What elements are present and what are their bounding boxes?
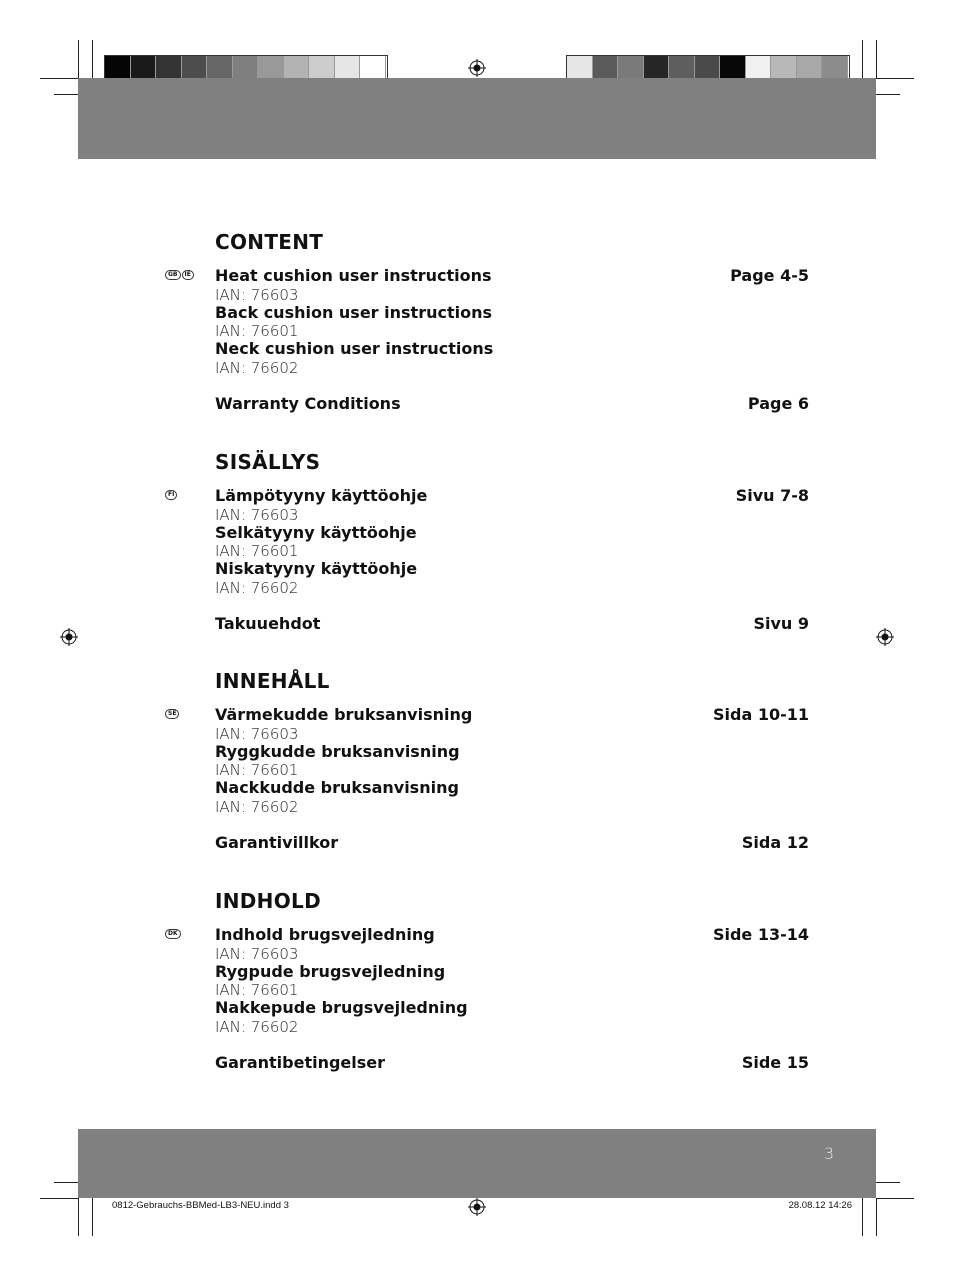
warranty-entry[interactable] — [215, 395, 809, 414]
footer-band — [78, 1129, 876, 1198]
crop-mark — [54, 1182, 78, 1183]
page-number: 3 — [823, 1144, 834, 1163]
entry-title: Niskatyyny käyttöohje — [215, 559, 418, 578]
entry-title: Heat cushion user instructions — [215, 266, 492, 285]
entry-page: Page 4-5 — [730, 266, 809, 285]
country-code-badge — [165, 709, 179, 719]
color-swatch — [309, 56, 335, 80]
section-heading: CONTENT — [215, 230, 324, 254]
crop-mark — [40, 1198, 78, 1199]
entry-ian: IAN: 76601 — [215, 322, 299, 340]
crop-mark — [78, 40, 79, 78]
crop-mark — [40, 78, 78, 79]
color-swatch — [360, 56, 386, 80]
crop-mark — [876, 1182, 900, 1183]
registration-mark-icon — [468, 1198, 486, 1216]
color-swatch — [156, 56, 182, 80]
country-code-badge — [165, 490, 177, 500]
color-swatch — [822, 56, 848, 80]
warranty-page: Page 6 — [747, 393, 809, 413]
entry-title: Ryggkudde bruksanvisning — [215, 741, 460, 761]
crop-mark — [876, 94, 900, 95]
color-swatch — [567, 56, 593, 80]
color-swatch — [746, 56, 772, 80]
color-swatch — [284, 56, 310, 80]
toc-entries — [168, 925, 809, 1072]
color-swatch — [258, 56, 284, 80]
entry-ian: IAN: 76601 — [215, 761, 299, 779]
warranty-entry[interactable] — [215, 615, 809, 634]
color-swatch — [695, 56, 721, 80]
color-swatch — [182, 56, 208, 80]
country-code: DK — [165, 929, 181, 939]
entry-ian: IAN: 76602 — [215, 578, 299, 597]
crop-mark — [92, 1198, 93, 1236]
color-swatch — [207, 56, 233, 80]
country-code: FI — [165, 490, 177, 500]
entry-ian: IAN: 76603 — [215, 285, 299, 304]
color-swatch — [644, 56, 670, 80]
warranty-page: Sivu 9 — [753, 613, 809, 633]
crop-mark — [876, 40, 877, 78]
toc-section — [168, 230, 809, 413]
toc-entry[interactable] — [215, 304, 809, 323]
entry-title: Nackkudde bruksanvisning — [215, 778, 459, 797]
warranty-page: Sida 12 — [741, 832, 809, 852]
crop-mark — [78, 1198, 79, 1236]
color-swatch — [233, 56, 259, 80]
toc-section — [168, 450, 809, 633]
crop-mark — [876, 1198, 877, 1236]
warranty-title: Garantibetingelser — [215, 1052, 386, 1072]
entry-ian: IAN: 76603 — [215, 944, 299, 963]
crop-mark — [876, 78, 914, 79]
color-swatch — [797, 56, 823, 80]
toc-section — [168, 889, 809, 1072]
section-heading: SISÄLLYS — [215, 450, 321, 474]
toc-entry[interactable] — [215, 706, 809, 725]
toc-entry[interactable] — [215, 963, 809, 982]
entry-page: Sivu 7-8 — [735, 486, 809, 505]
entry-ian: IAN: 76601 — [215, 542, 299, 560]
entry-ian: IAN: 76602 — [215, 358, 299, 377]
toc-entry[interactable] — [215, 926, 809, 945]
color-swatch — [669, 56, 695, 80]
color-swatch — [593, 56, 619, 80]
toc-entries — [168, 705, 809, 852]
warranty-entry[interactable] — [215, 1054, 809, 1073]
entry-title: Indhold brugsvejledning — [215, 925, 435, 944]
toc-entry[interactable] — [215, 779, 809, 798]
color-swatch — [131, 56, 157, 80]
color-swatch — [618, 56, 644, 80]
country-code: IE — [182, 270, 194, 280]
toc-entries — [168, 486, 809, 633]
toc-section — [168, 669, 809, 852]
section-heading: INDHOLD — [215, 889, 321, 913]
section-heading: INNEHÅLL — [215, 669, 330, 693]
color-swatch — [335, 56, 361, 80]
toc-entry[interactable] — [215, 524, 809, 543]
warranty-title: Warranty Conditions — [215, 393, 401, 413]
warranty-page: Side 15 — [741, 1052, 809, 1072]
crop-mark — [862, 40, 863, 78]
toc-entries — [168, 266, 809, 413]
entry-title: Back cushion user instructions — [215, 302, 492, 322]
crop-mark — [54, 94, 78, 95]
crop-mark — [92, 40, 93, 78]
country-code: GB — [165, 270, 181, 280]
toc-entry[interactable] — [215, 999, 809, 1018]
crop-mark — [862, 1198, 863, 1236]
entry-ian: IAN: 76602 — [215, 1017, 299, 1036]
toc-entry[interactable] — [215, 743, 809, 762]
crop-mark — [876, 1198, 914, 1199]
entry-title: Neck cushion user instructions — [215, 339, 494, 358]
entry-title: Lämpötyyny käyttöohje — [215, 486, 428, 505]
color-swatch — [771, 56, 797, 80]
registration-mark-icon — [876, 628, 894, 646]
warranty-title: Takuuehdot — [215, 613, 321, 633]
country-code: SE — [165, 709, 179, 719]
entry-ian: IAN: 76603 — [215, 724, 299, 743]
color-swatch — [720, 56, 746, 80]
entry-page: Sida 10-11 — [713, 705, 809, 724]
entry-ian: IAN: 76601 — [215, 981, 299, 999]
toc-entry[interactable] — [215, 560, 809, 579]
toc-entry[interactable] — [215, 340, 809, 359]
entry-title: Rygpude brugsvejledning — [215, 961, 446, 981]
warranty-entry[interactable] — [215, 834, 809, 853]
entry-title: Nakkepude brugsvejledning — [215, 998, 468, 1017]
toc-entry[interactable] — [215, 487, 809, 506]
country-code-badge — [165, 270, 194, 280]
color-swatch — [105, 56, 131, 80]
country-code-badge — [165, 929, 181, 939]
footer-timestamp: 28.08.12 14:26 — [788, 1200, 852, 1211]
footer-filename: 0812-Gebrauchs-BBMed-LB3-NEU.indd 3 — [112, 1200, 289, 1211]
toc-entry[interactable] — [215, 267, 809, 286]
warranty-title: Garantivillkor — [215, 832, 339, 852]
registration-mark-icon — [468, 59, 486, 77]
entry-page: Side 13-14 — [712, 925, 809, 944]
entry-ian: IAN: 76603 — [215, 505, 299, 524]
header-band — [78, 78, 876, 159]
entry-title: Värmekudde bruksanvisning — [215, 705, 473, 724]
entry-ian: IAN: 76602 — [215, 797, 299, 816]
entry-title: Selkätyyny käyttöohje — [215, 522, 417, 542]
registration-mark-icon — [60, 628, 78, 646]
